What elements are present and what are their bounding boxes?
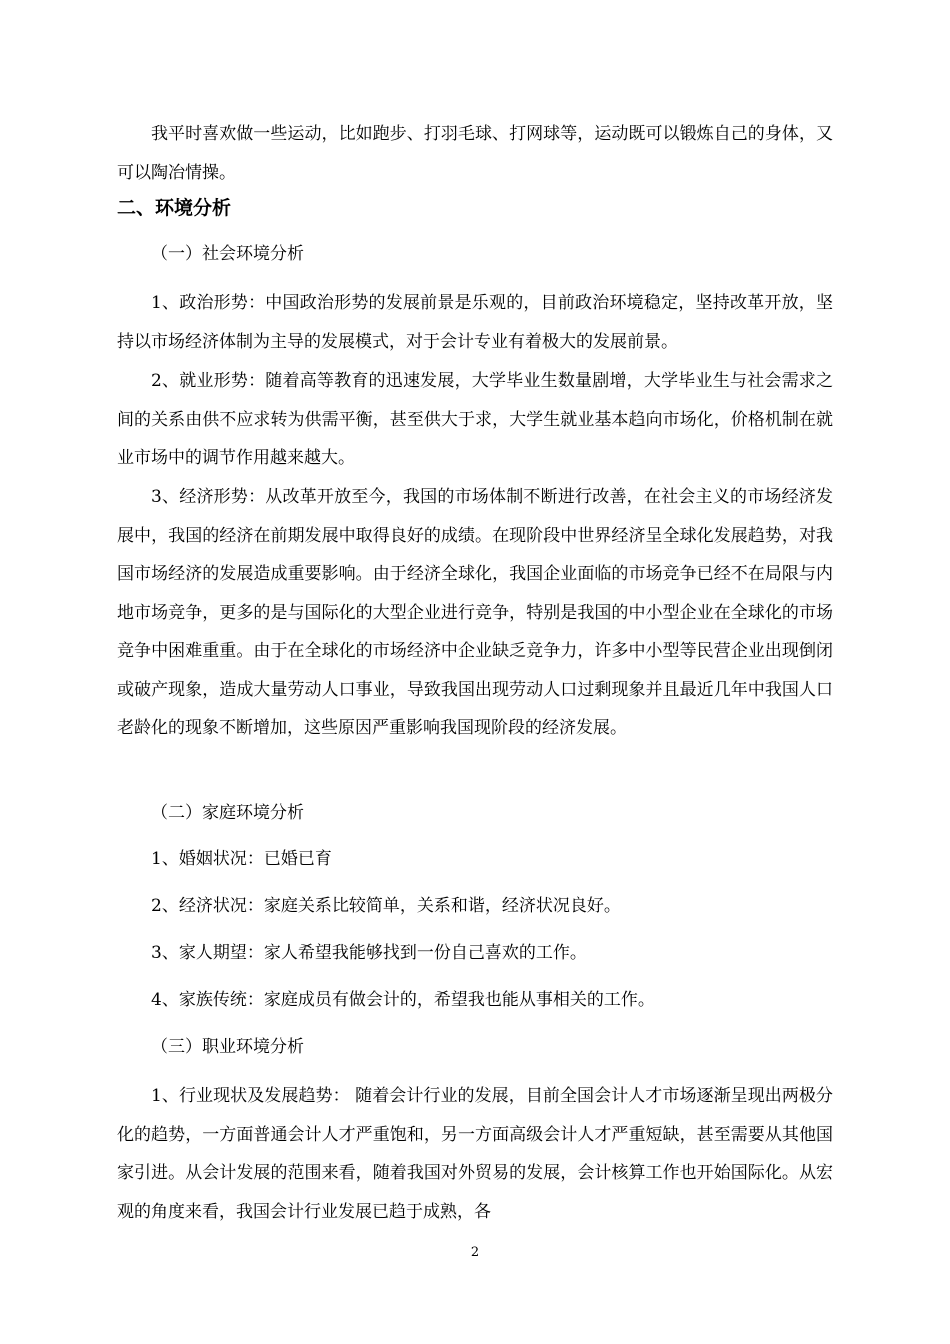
subheading-social: （一）社会环境分析 bbox=[151, 244, 304, 264]
paragraph-economy: 3、经济形势：从改革开放至今，我国的市场体制不断进行改善，在社会主义的市场经济发展中，我国的经济在前期发展中取得良好的成绩。在现阶段中世界经济呈全球化发展趋势，对我国市场经济的发展造成重要影响。由于经济全球化，我国企业面临的市场竞争已经不在局限与内地市场竞争，更多的是与国际化的大型企业进行竞争，特别是我国的中小型企业在全球化的市场竞争中困难重重。由于在全球化的市场经济中企业缺乏竞争力，许多中小型等民营企业出现倒闭或破产现象，造成大量劳动人口事业，导致我国出现劳动人口过剩现象并且最近几年中我国人口老龄化的现象不断增加，这些原因严重影响我国现阶段的经济发展。 bbox=[117, 487, 833, 738]
section-heading-environment: 二、环境分析 bbox=[117, 197, 232, 219]
family-item-expectation: 3、家人期望：家人希望我能够找到一份自己喜欢的工作。 bbox=[151, 943, 587, 963]
family-item-economy: 2、经济状况：家庭关系比较简单，关系和谐，经济状况良好。 bbox=[151, 896, 621, 916]
subheading-family: （二）家庭环境分析 bbox=[151, 803, 304, 823]
paragraph-employment: 2、就业形势：随着高等教育的迅速发展，大学毕业生数量剧增，大学毕业生与社会需求之间的关系由供不应求转为供需平衡，甚至供大于求，大学生就业基本趋向市场化，价格机制在就业市场中的调节作用越来越大。 bbox=[117, 371, 833, 468]
family-item-tradition: 4、家族传统：家庭成员有做会计的，希望我也能从事相关的工作。 bbox=[151, 990, 655, 1010]
paragraph-hobbies: 我平时喜欢做一些运动，比如跑步、打羽毛球、打网球等，运动既可以锻炼自己的身体，又可以陶冶情操。 bbox=[117, 124, 833, 183]
paragraph-politics: 1、政治形势：中国政治形势的发展前景是乐观的，目前政治环境稳定，坚持改革开放，坚持以市场经济体制为主导的发展模式，对于会计专业有着极大的发展前景。 bbox=[117, 293, 833, 352]
family-item-marriage: 1、婚姻状况：已婚已育 bbox=[151, 849, 332, 869]
page-number: 2 bbox=[470, 1245, 480, 1260]
subheading-career: （三）职业环境分析 bbox=[151, 1037, 304, 1057]
paragraph-industry: 1、行业现状及发展趋势： 随着会计行业的发展，目前全国会计人才市场逐渐呈现出两极分化的趋势，一方面普通会计人才严重饱和，另一方面高级会计人才严重短缺，甚至需要从其他国家引进。从会计发展的范围来看，随着我国对外贸易的发展，会计核算工作也开始国际化。从宏观的角度来看，我国会计行业发展已趋于成熟，各 bbox=[117, 1086, 833, 1222]
